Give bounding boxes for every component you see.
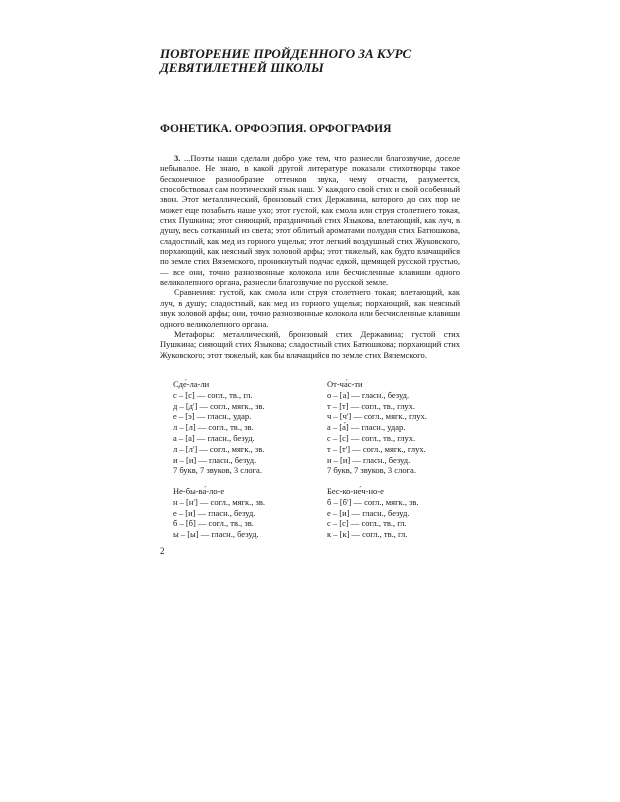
paragraph-text: ...Поэты наши сделали добро уже тем, что разнесли благозвучие, доселе небывалое. Не знаю, в какой другой литературе показали стихотворцы такое бесконечное разнообразие оттенков звука, чему отчасти, разумеется, способствовал сам поэтический язык наш. У каждого свой стих и свой особенный звон. Этот металлический, бронзовый стих Державина, которого до сих пор не может еще позабыть наше ухо; этот густой, как смола или струя столетнего токая, стих Пушкина; этот сияющий, праздничный стих Языкова, влетающий, как луч, в душу, весь сотканный из света; этот облитый ароматами полудня стих Батюшкова, сладостный, как мед из горного ущелья; этот легкий воздушный стих Жуковского, порхающий, как неясный звук золовой арфы; этот тяжелый, как будто влачащийся по земле стих Вяземского, проникнутый подчас едкой, щемящей русской грустью, — все они, точно разнозвонные колокола или бесчисленные клавиши одного великолепного органа, разнесли благозвучие по русской земле. — [160, 153, 460, 288]
analysis-line: с – [с] — согл., тв., гл. — [173, 389, 253, 400]
exercise-number: 3. — [174, 153, 181, 163]
comparisons-paragraph: Сравнения: густой, как смола или струя столетнего токая; влетающий, как луч, в душу; сладостный, как мед из горного ущелья; порхающий, как неясный звук золовой арфы; они, точно разнозвонные колокола или бесчисленные клавиши одного великолепного органа. — [160, 287, 460, 329]
analysis-line: ч – [ч'] — согл., мягк., глух. — [327, 411, 427, 422]
analysis-line: а – [а́] — гласн., удар. — [327, 422, 406, 433]
analysis-block — [327, 486, 419, 540]
analysis-block — [173, 379, 265, 476]
analysis-word: Сде́-ла-ли — [173, 379, 210, 389]
analysis-line: ы – [ы] — гласн., безуд. — [173, 529, 259, 540]
exercise-paragraph — [160, 153, 460, 287]
metaphors-paragraph: Метафоры: металлический, бронзовый стих Державина; густой стих Пушкина; сияющий стих Языкова; сладостный стих Батюшкова; порхающий стих Жуковского; этот тяжелый, как бы влачащийся по земле стих Вяземского. — [160, 328, 460, 360]
analysis-summary: 7 букв, 7 звуков, 3 слога. — [327, 465, 416, 476]
analysis-line: с – [с] — согл., тв., глух. — [327, 432, 416, 443]
analysis-line: е – [э] — гласн., удар. — [173, 411, 252, 422]
analysis-word: От-ча́с-ти — [327, 379, 363, 389]
analysis-line: е – [и] — гласн., безуд. — [173, 507, 256, 518]
analysis-line: т – [т'] — согл., мягк., глух. — [327, 443, 426, 454]
analysis-line: т – [т] — согл., тв., глух. — [327, 400, 416, 411]
page-number: 2 — [160, 546, 165, 556]
exercise-text — [160, 153, 460, 360]
analysis-line: д – [д'] — согл., мягк., зв. — [173, 400, 265, 411]
analysis-line: б – [б] — согл., тв., зв. — [173, 518, 254, 529]
analysis-line: о – [а] — гласн., безуд. — [327, 389, 410, 400]
analysis-line: л – [л] — согл., тв., зв. — [173, 422, 254, 433]
analysis-word: Бес-ко-не́ч-но-е — [327, 486, 384, 496]
analysis-line: б – [б'] — согл., мягк., зв. — [327, 496, 419, 507]
analysis-block — [173, 486, 265, 540]
analysis-line: и – [и] — гласн., безуд. — [327, 454, 411, 465]
analysis-line: н – [н'] — согл., мягк., зв. — [173, 496, 266, 507]
analysis-word: Не-бы-ва́-ло-е — [173, 486, 225, 496]
section-heading: ФОНЕТИКА. ОРФОЭПИЯ. ОРФОГРАФИЯ — [160, 123, 392, 135]
title-line: ПОВТОРЕНИЕ ПРОЙДЕННОГО ЗА КУРС — [160, 46, 412, 61]
analysis-line: а – [а] — гласн., безуд. — [173, 432, 255, 443]
page-title — [160, 47, 490, 75]
analysis-line: и – [и] — гласн., безуд. — [173, 454, 257, 465]
analysis-line: е – [и] — гласн., безуд. — [327, 507, 410, 518]
analysis-summary: 7 букв, 7 звуков, 3 слога. — [173, 465, 262, 476]
analysis-line: л – [л'] — согл., мягк., зв. — [173, 443, 265, 454]
title-line: ДЕВЯТИЛЕТНЕЙ ШКОЛЫ — [160, 60, 324, 75]
analysis-line: с – [с] — согл., тв., гл. — [327, 518, 407, 529]
analysis-line: к – [к] — согл., тв., гл. — [327, 529, 408, 540]
analysis-block — [327, 379, 427, 476]
